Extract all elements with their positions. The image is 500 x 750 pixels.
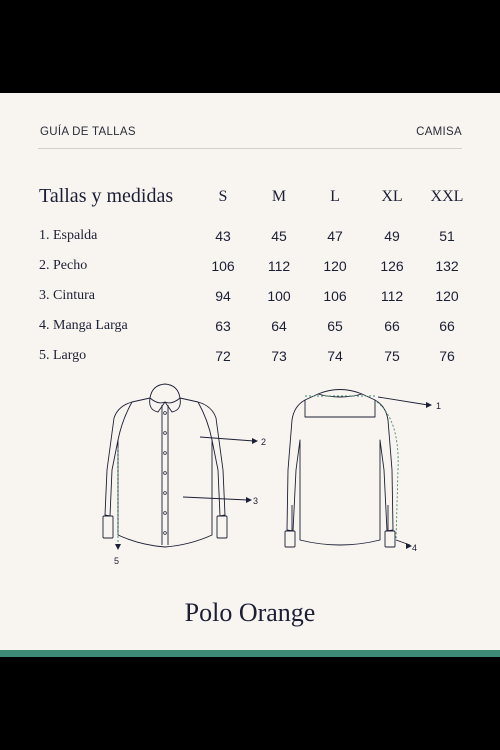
shirt-measurement-diagram bbox=[0, 380, 500, 580]
shirt-back-illustration bbox=[285, 390, 395, 548]
size-header-xl: XL bbox=[381, 188, 403, 205]
table-cell: 45 bbox=[271, 228, 287, 244]
table-cell: 43 bbox=[215, 228, 231, 244]
size-header-l: L bbox=[330, 188, 340, 205]
size-header-xxl: XXL bbox=[430, 188, 464, 205]
table-cell: 132 bbox=[435, 258, 459, 274]
callout-5: 5 bbox=[114, 556, 120, 566]
size-header-m: M bbox=[271, 188, 287, 205]
table-cell: 126 bbox=[380, 258, 404, 274]
table-cell: 76 bbox=[439, 348, 455, 364]
footer-accent-band bbox=[0, 650, 500, 657]
table-cell: 112 bbox=[380, 288, 404, 304]
table-cell: 72 bbox=[215, 348, 231, 364]
row-label-espalda: 1. Espalda bbox=[39, 228, 98, 243]
table-cell: 51 bbox=[439, 228, 455, 244]
table-cell: 64 bbox=[271, 318, 287, 334]
shirt-buttons bbox=[164, 412, 167, 535]
row-label-largo: 5. Largo bbox=[39, 348, 87, 363]
table-cell: 120 bbox=[323, 258, 347, 274]
table-cell: 120 bbox=[435, 288, 459, 304]
table-cell: 65 bbox=[327, 318, 343, 334]
brand-logo-text: Polo Orange bbox=[184, 598, 316, 627]
size-header-s: S bbox=[218, 188, 228, 205]
table-cell: 94 bbox=[215, 288, 231, 304]
shirt-front-illustration bbox=[103, 384, 227, 547]
row-label-pecho: 2. Pecho bbox=[39, 258, 88, 273]
table-title: Tallas y medidas bbox=[39, 185, 174, 207]
callout-1: 1 bbox=[436, 401, 442, 411]
table-cell: 112 bbox=[267, 258, 291, 274]
table-cell: 63 bbox=[215, 318, 231, 334]
guide-header-label: GUÍA DE TALLAS bbox=[40, 126, 136, 138]
table-cell: 106 bbox=[211, 258, 235, 274]
table-cell: 49 bbox=[384, 228, 400, 244]
header-divider bbox=[38, 148, 462, 149]
callout-3: 3 bbox=[253, 496, 259, 506]
table-cell: 75 bbox=[384, 348, 400, 364]
callout-2: 2 bbox=[261, 437, 267, 447]
table-cell: 66 bbox=[384, 318, 400, 334]
table-cell: 66 bbox=[439, 318, 455, 334]
table-cell: 47 bbox=[327, 228, 343, 244]
row-label-cintura: 3. Cintura bbox=[39, 288, 95, 303]
callout-4: 4 bbox=[412, 543, 418, 553]
table-cell: 100 bbox=[267, 288, 291, 304]
garment-type-label: CAMISA bbox=[416, 126, 462, 138]
table-cell: 106 bbox=[323, 288, 347, 304]
table-cell: 74 bbox=[327, 348, 343, 364]
row-label-manga-larga: 4. Manga Larga bbox=[39, 318, 128, 333]
table-cell: 73 bbox=[271, 348, 287, 364]
measurement-guides bbox=[118, 396, 428, 545]
